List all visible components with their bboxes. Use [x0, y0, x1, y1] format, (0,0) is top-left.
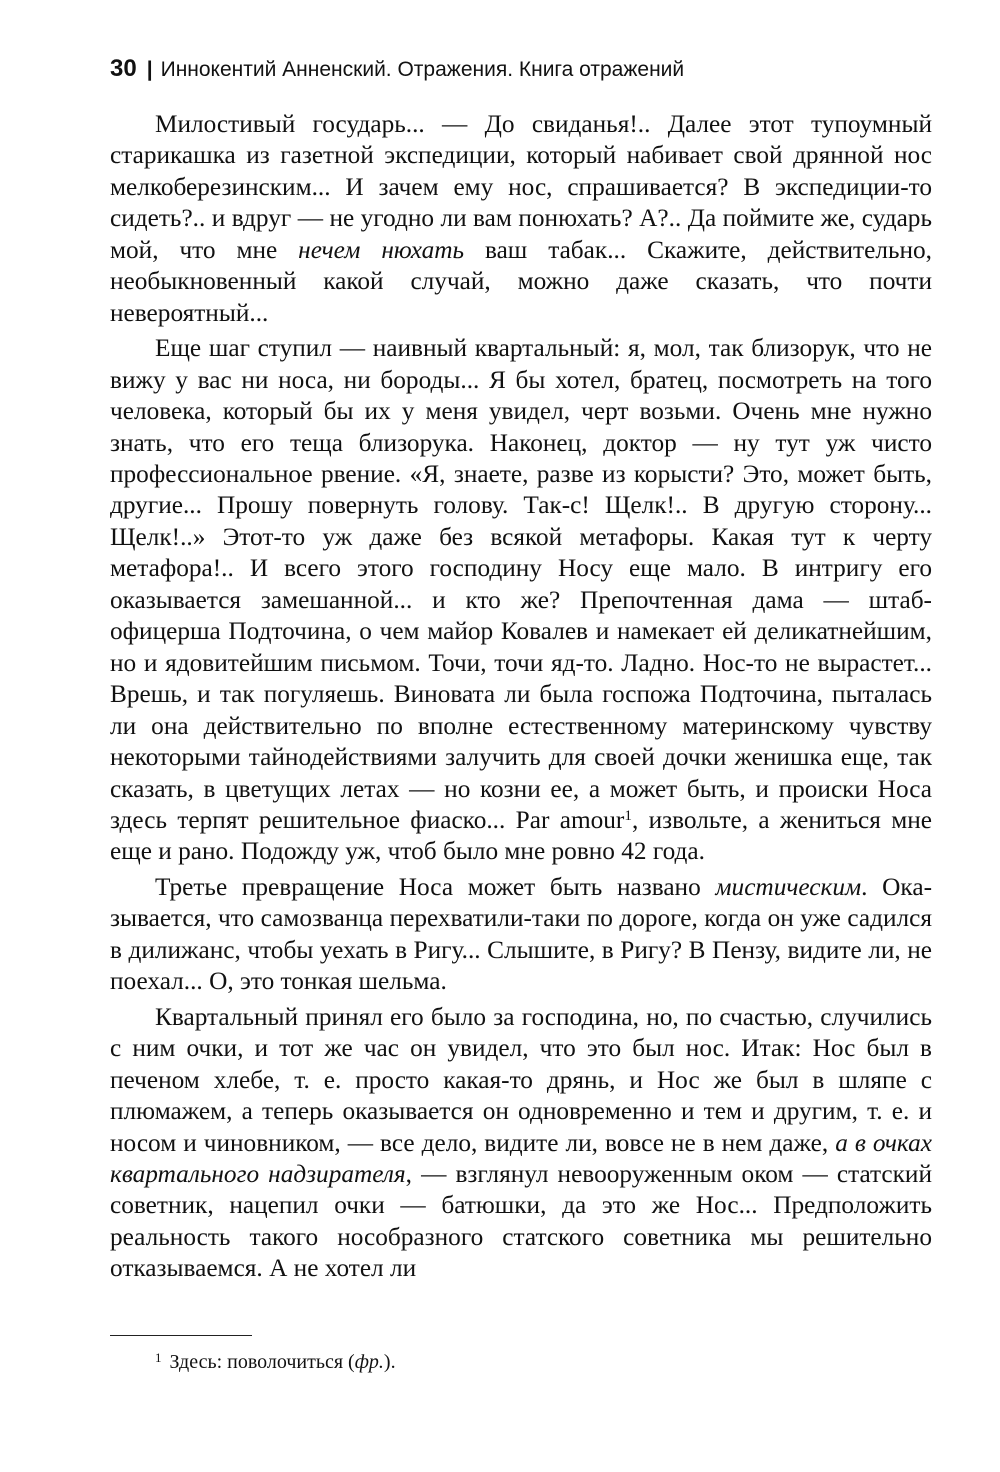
- running-header: [110, 54, 684, 85]
- header-separator: |: [146, 58, 153, 81]
- paragraph-text: Еще шаг ступил — наивный квартальный: я, мол, так близорук, что не вижу у вас ни носа, ни бороды... Я бы хотел, братец, посмотреть на того человека, который бы их у меня увидел, черт возьми. Очень мне нужно знать, что его теща близорука. Наконец, доктор — ну тут уж чисто профессиональное рвение. «Я, знаете, разве из корысти? Это, может быть, другие... Прошу повернуть голову. Так-с! Щелк!.. В другую сторону... Щелк!..» Этот-то уж даже без всякой метафоры. Какая тут к черту метафора!.. И всего этого господину Носу еще мало. В интригу его оказывается замешанной... и кто же? Препочтенная дама — штаб-офицерша Подточина, о чем майор Ковалев и намекает ей деликатнейшим, но и ядовитейшим письмом. Точи, точи яд-то. Ладно. Нос-то не вырастет... Врешь, и так погуляешь. Виновата ли была госпожа Подточина, пыталась ли она действительно по вполне естественному материнскому чувству некоторыми тайнодействиями залучить для своей дочки женишка еще, так сказать, в цветущих летах — но козни ее, а может быть, и происки Носа здесь терпят решительное фиаско... Par amour: [110, 334, 932, 834]
- footnote-tail: ).: [383, 1351, 396, 1373]
- italic-emphasis: нечем нюхать: [298, 235, 465, 264]
- paragraph-2: [110, 333, 932, 868]
- paragraph-text: Милостивый государь... — До свиданья!.. Далее этот тупоумный старикашка из газетной экспедиции, который набивает свой дрянной нос мелкоберезинским... И зачем ему нос, спрашивается? В экспедиции-то сидеть?.. и вдруг — не угодно ли вам понюхать? А?.. Да поймите же, сударь мой, что мне: [110, 110, 932, 264]
- paragraph-text: Квартальный принял его было за господина, но, по счастью, случились с ним очки, и тот же час он увидел, что это был нос. Итак: Нос был в печеном хлебе, т. е. просто какая-то дрянь, и Нос же был в шляпе с плюмажем, а теперь оказывается он одновременно и тем и другим, т. е. и носом и чиновником, — все дело, видите ли, вовсе не в нем даже,: [110, 1002, 932, 1157]
- paragraph-text: ваш табак... Скажите, действительно, необыкновенный какой случай, можно даже сказать, что почти невероятный...: [110, 235, 933, 327]
- footnote-marker: 1: [155, 1350, 162, 1365]
- paragraph-1: [110, 109, 932, 329]
- paragraph-text: , извольте, а жениться мне еще и рано. Подожду уж, чтоб было мне ровно 42 года.: [110, 805, 932, 866]
- main-text: [110, 109, 932, 1289]
- footnote-abbreviation: фр.: [354, 1351, 384, 1373]
- footnote-reference: 1: [624, 806, 632, 824]
- italic-emphasis: мистическим: [715, 872, 862, 901]
- paragraph-text: Третье превращение Носа может быть названо: [155, 872, 716, 901]
- paragraph-text: , — взглянул невооруженным оком — статский советник, нацепил очки — батюшки, да это же Нос... Предположить реальность такого нособразного статского советника мы решительно отказываемся. А не хотел ли: [110, 1159, 932, 1283]
- page-number: 30: [110, 55, 137, 82]
- footnote: [155, 1349, 396, 1375]
- paragraph-text: . Оказывается, что самозванца перехватили-таки по дороге, когда он уже садился в дилижанс, чтобы уехать в Ригу... Слышите, в Ригу? В Пензу, видите ли, не поехал... О, это тонкая шельма.: [110, 872, 932, 996]
- italic-emphasis: а в очках квартального надзирателя: [110, 1128, 932, 1188]
- footnote-text: Здесь: поволочиться (: [169, 1351, 355, 1373]
- running-title: Иннокентий Анненский. Отражения. Книга отражений: [160, 58, 685, 81]
- paragraph-4: [110, 1002, 932, 1285]
- footnote-divider: [110, 1335, 252, 1336]
- paragraph-3: [110, 872, 932, 998]
